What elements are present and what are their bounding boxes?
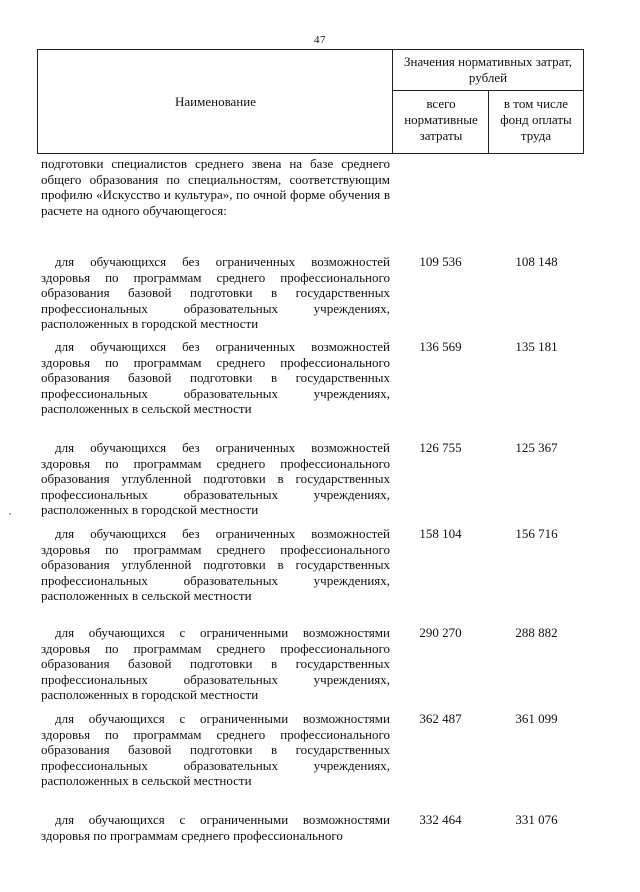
row-3-fot: 125 367 — [515, 440, 558, 455]
row-4-text: для обучающихся без ограниченных возможностей здоровья по программам среднего профессионального образования углубленной подготовки в государственных профессиональных образовательных учреждениях, расположенных в сельской местности — [41, 526, 390, 603]
row-2-text: для обучающихся без ограниченных возможностей здоровья по программам среднего профессионального образования базовой подготовки в государственных профессиональных образовательных учреждениях, расположенных в сельской местности — [41, 339, 390, 416]
row-6-text: для обучающихся с ограниченными возможностями здоровья по программам среднего профессионального образования базовой подготовки в государственных профессиональных образовательных учреждениях, расположенных в сельской местности — [41, 711, 390, 788]
row-6-total: 362 487 — [419, 711, 462, 726]
page-number: 47 — [314, 34, 326, 46]
header-values-title: Значения нормативных затрат, рублей — [392, 49, 584, 91]
row-4-total: 158 104 — [419, 526, 462, 541]
row-4-fot: 156 716 — [515, 526, 558, 541]
row-7-total: 332 464 — [419, 812, 462, 827]
row-1-text: для обучающихся без ограниченных возможностей здоровья по программам среднего профессионального образования базовой подготовки в государственных профессиональных образовательных учреждениях, расположенных в городской местности — [41, 254, 390, 331]
scan-dot — [8, 512, 12, 516]
header-fot-column: в том числе фонд оплаты труда — [488, 90, 584, 154]
row-5-fot: 288 882 — [515, 625, 558, 640]
row-2-fot: 135 181 — [515, 339, 558, 354]
row-1-fot: 108 148 — [515, 254, 558, 269]
row-2-total: 136 569 — [419, 339, 462, 354]
header-name-label: Наименование — [175, 93, 256, 109]
row-5-text: для обучающихся с ограниченными возможностями здоровья по программам среднего профессионального образования базовой подготовки в государственных профессиональных образовательных учреждениях, расположенных в городской местности — [41, 625, 390, 702]
row-5-total: 290 270 — [419, 625, 462, 640]
row-3-total: 126 755 — [419, 440, 462, 455]
intro-text: подготовки специалистов среднего звена на базе среднего общего образования по специальностям, соответствующим профилю «Искусство и культура», по очной форме обучения в расчете на одного обучающегося: — [41, 156, 390, 218]
header-total-column: всего нормативные затраты — [392, 90, 489, 154]
row-6-fot: 361 099 — [515, 711, 558, 726]
header-name-cell — [37, 49, 393, 154]
row-1-total: 109 536 — [419, 254, 462, 269]
row-7-fot: 331 076 — [515, 812, 558, 827]
row-7-text: для обучающихся с ограниченными возможностями здоровья по программам среднего профессионального — [41, 812, 390, 843]
row-3-text: для обучающихся без ограниченных возможностей здоровья по программам среднего профессионального образования углубленной подготовки в государственных профессиональных образовательных учреждениях, расположенных в городской местности — [41, 440, 390, 517]
